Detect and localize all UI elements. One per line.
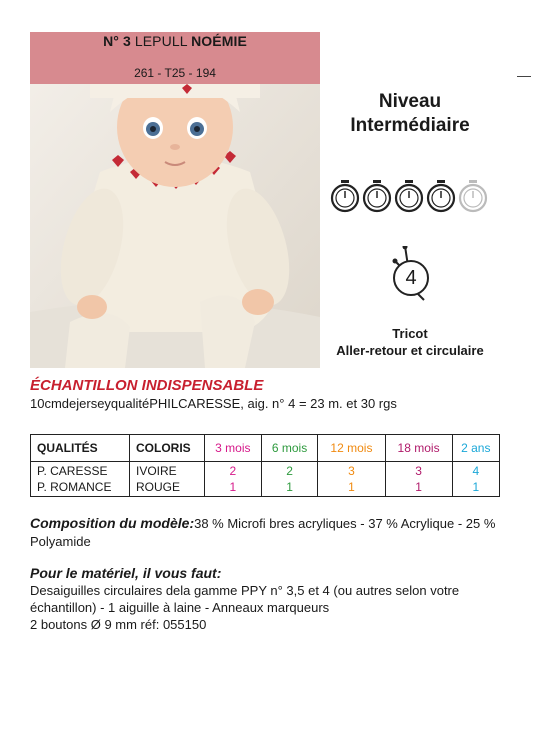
- material-line-1: Desaiguilles circulaires dela gamme PPY n° 3,5 et 4 (ou autres selon votre: [30, 583, 460, 598]
- count-q1-s5: 4: [472, 464, 480, 478]
- title-banner: [30, 32, 320, 84]
- composition-text: 38 % Microfi bres acryliques - 37 % Acrylique - 25 % Polyamide: [30, 516, 496, 549]
- technique-line1: Tricot: [392, 326, 428, 341]
- stopwatch-icon: [332, 180, 358, 211]
- yarn-table: [30, 434, 500, 497]
- header-qualities: QUALITÉS: [31, 435, 130, 462]
- count-q1-s2: 2: [286, 464, 293, 478]
- count-q1-s4: 3: [415, 464, 422, 478]
- count-q2-s3: 1: [348, 480, 355, 494]
- material-title: Pour le matériel, il vous faut:: [30, 565, 222, 581]
- color-cell: [130, 462, 205, 497]
- count-cell-size-1: [205, 462, 262, 497]
- count-q1-s1: 2: [229, 464, 237, 478]
- technique: [320, 325, 500, 359]
- count-cell-size-3: [318, 462, 385, 497]
- material-line-3: 2 boutons Ø 9 mm réf: 055150: [30, 617, 207, 632]
- stopwatch-icon: [428, 180, 454, 211]
- difficulty-timers: [328, 178, 493, 214]
- level-line1: Niveau: [378, 91, 442, 112]
- pattern-name: NOÉMIE: [191, 33, 247, 49]
- composition-label: Composition du modèle:: [30, 515, 195, 531]
- pattern-title: [30, 33, 320, 49]
- needle-size-icon: [388, 246, 434, 302]
- baby-photo: [30, 32, 320, 368]
- sample-title: ÉCHANTILLON INDISPENSABLE: [30, 377, 264, 394]
- stopwatch-icon: [396, 180, 422, 211]
- header-colors: COLORIS: [130, 435, 205, 462]
- header-size-1: 3 mois: [205, 435, 262, 462]
- needle-size-value: 4: [405, 267, 417, 289]
- material-line-2: échantillon) - 1 aiguille à laine - Anneaux marqueurs: [30, 600, 330, 615]
- count-cell-size-2: [261, 462, 318, 497]
- header-size-3: 12 mois: [318, 435, 385, 462]
- quality-cell: [31, 462, 130, 497]
- color-2: ROUGE: [136, 480, 181, 494]
- material-list: [30, 582, 510, 633]
- level-line2: Intermédiaire: [350, 115, 470, 136]
- count-q2-s2: 1: [286, 480, 293, 494]
- quality-1: P. CARESSE: [37, 464, 108, 478]
- quality-2: P. ROMANCE: [37, 480, 112, 494]
- count-q1-s3: 3: [348, 464, 355, 478]
- pattern-number: N° 3: [103, 33, 131, 49]
- corner-dash: [517, 76, 531, 77]
- color-1: IVOIRE: [136, 464, 177, 478]
- stopwatch-icon: [364, 180, 390, 211]
- table-row: [31, 462, 500, 497]
- pattern-garment: LEPULL: [134, 33, 188, 49]
- header-size-5: 2 ans: [452, 435, 499, 462]
- count-cell-size-5: [452, 462, 499, 497]
- pattern-refs: 261 - T25 - 194: [134, 66, 216, 80]
- count-q2-s4: 1: [415, 480, 422, 494]
- sample-text: 10cmdejerseyqualitéPHILCARESSE, aig. n° 4 = 23 m. et 30 rgs: [30, 396, 397, 411]
- difficulty-level: [330, 90, 490, 138]
- technique-line2: Aller-retour et circulaire: [336, 343, 484, 358]
- composition: [30, 514, 505, 551]
- count-q2-s1: 1: [229, 480, 237, 494]
- header-size-2: 6 mois: [261, 435, 318, 462]
- count-q2-s5: 1: [472, 480, 480, 494]
- stopwatch-empty-icon: [460, 180, 486, 211]
- count-cell-size-4: [385, 462, 452, 497]
- table-header-row: [31, 435, 500, 462]
- header-size-4: 18 mois: [385, 435, 452, 462]
